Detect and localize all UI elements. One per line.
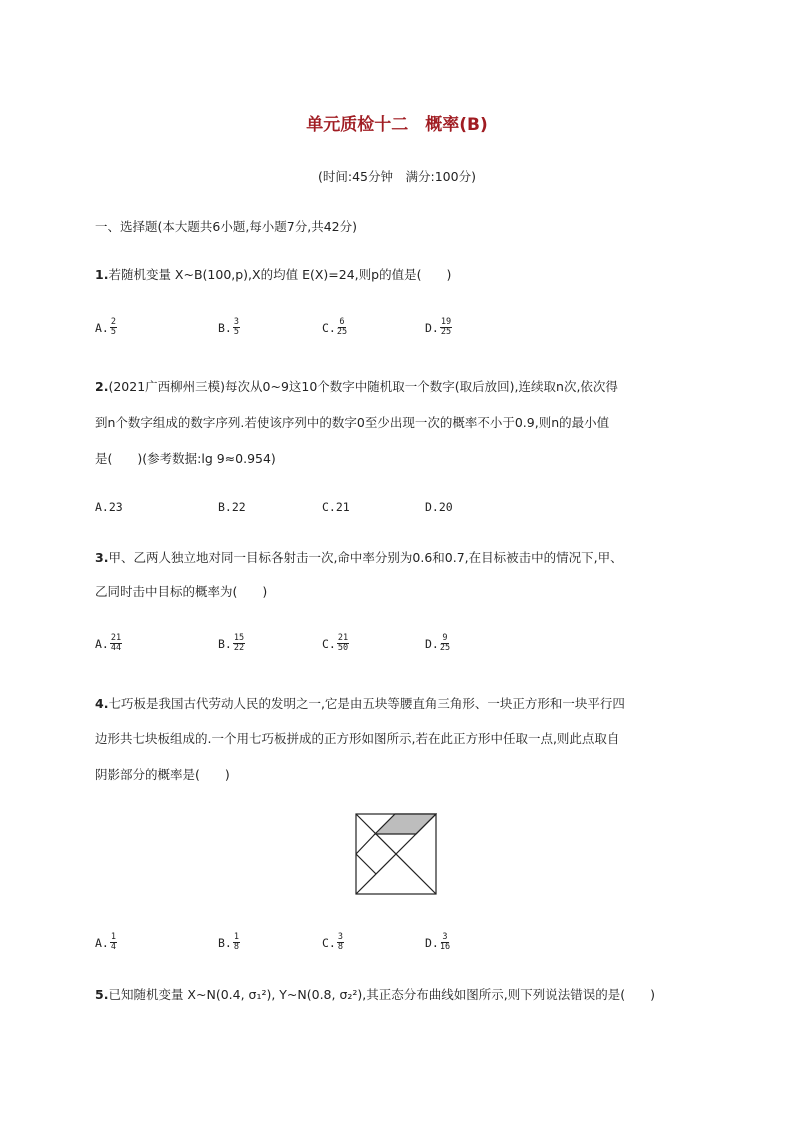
option-a: A. $\frac{2}{5}$ <box>95 317 116 337</box>
question-2 <box>95 378 618 396</box>
question-text-line-1: 七巧板是我国古代劳动人民的发明之一,它是由五块等腰直角三角形、一块正方形和一块平行四 <box>108 696 625 711</box>
option-b: B.22 <box>218 500 246 514</box>
question-1 <box>95 266 451 284</box>
question-number: 4. <box>95 696 109 711</box>
tangram-figure <box>355 813 437 895</box>
question-text-line-1: (2021广西柳州三模)每次从0~9这10个数字中随机取一个数字(取后放回),连续取n次,依次得 <box>108 379 618 394</box>
option-c: C. $\frac{3}{8}$ <box>322 932 343 952</box>
option-a: A. $\frac{21}{44}$ <box>95 633 122 653</box>
option-b: B. $\frac{3}{5}$ <box>218 317 239 337</box>
question-4-line-3: 阴影部分的概率是( ) <box>95 767 230 782</box>
question-3 <box>95 549 623 567</box>
option-b: B. $\frac{15}{22}$ <box>218 633 245 653</box>
page-title: 单元质检十二 概率(B) <box>306 115 488 135</box>
section-heading: 一、选择题(本大题共6小题,每小题7分,共42分) <box>95 219 358 234</box>
option-d: D.20 <box>425 500 453 514</box>
question-4-line-2: 边形共七块板组成的.一个用七巧板拼成的正方形如图所示,若在此正方形中任取一点,则此点取自 <box>95 731 620 746</box>
option-a: A.23 <box>95 500 123 514</box>
option-c: C. $\frac{6}{25}$ <box>322 317 348 337</box>
question-text-line-1: 甲、乙两人独立地对同一目标各射击一次,命中率分别为0.6和0.7,在目标被击中的情况下,甲、 <box>108 550 623 565</box>
question-5 <box>95 986 655 1004</box>
option-d: D. $\frac{9}{25}$ <box>425 633 451 653</box>
question-number: 3. <box>95 550 109 565</box>
question-number: 2. <box>95 379 109 394</box>
question-number: 5. <box>95 987 109 1002</box>
option-c: C. $\frac{21}{50}$ <box>322 633 349 653</box>
question-2-line-2: 到n个数字组成的数字序列.若使该序列中的数字0至少出现一次的概率不小于0.9,则n的最小值 <box>95 415 610 430</box>
exam-info: (时间:45分钟 满分:100分) <box>318 169 476 184</box>
question-4 <box>95 695 625 713</box>
option-a: A. $\frac{1}{4}$ <box>95 932 116 952</box>
option-c: C.21 <box>322 500 350 514</box>
question-3-line-2: 乙同时击中目标的概率为( ) <box>95 584 268 599</box>
question-text: 若随机变量 X~B(100,p),X的均值 E(X)=24,则p的值是( ) <box>108 267 452 282</box>
question-2-line-3: 是( )(参考数据:lg 9≈0.954) <box>95 451 276 466</box>
option-d: D. $\frac{19}{25}$ <box>425 317 452 337</box>
question-number: 1. <box>95 267 109 282</box>
question-text: 已知随机变量 X~N(0.4, σ₁²), Y~N(0.8, σ₂²),其正态分布曲线如图所示,则下列说法错误的是( ) <box>108 987 655 1002</box>
option-d: D. $\frac{3}{16}$ <box>425 932 451 952</box>
option-b: B. $\frac{1}{8}$ <box>218 932 239 952</box>
